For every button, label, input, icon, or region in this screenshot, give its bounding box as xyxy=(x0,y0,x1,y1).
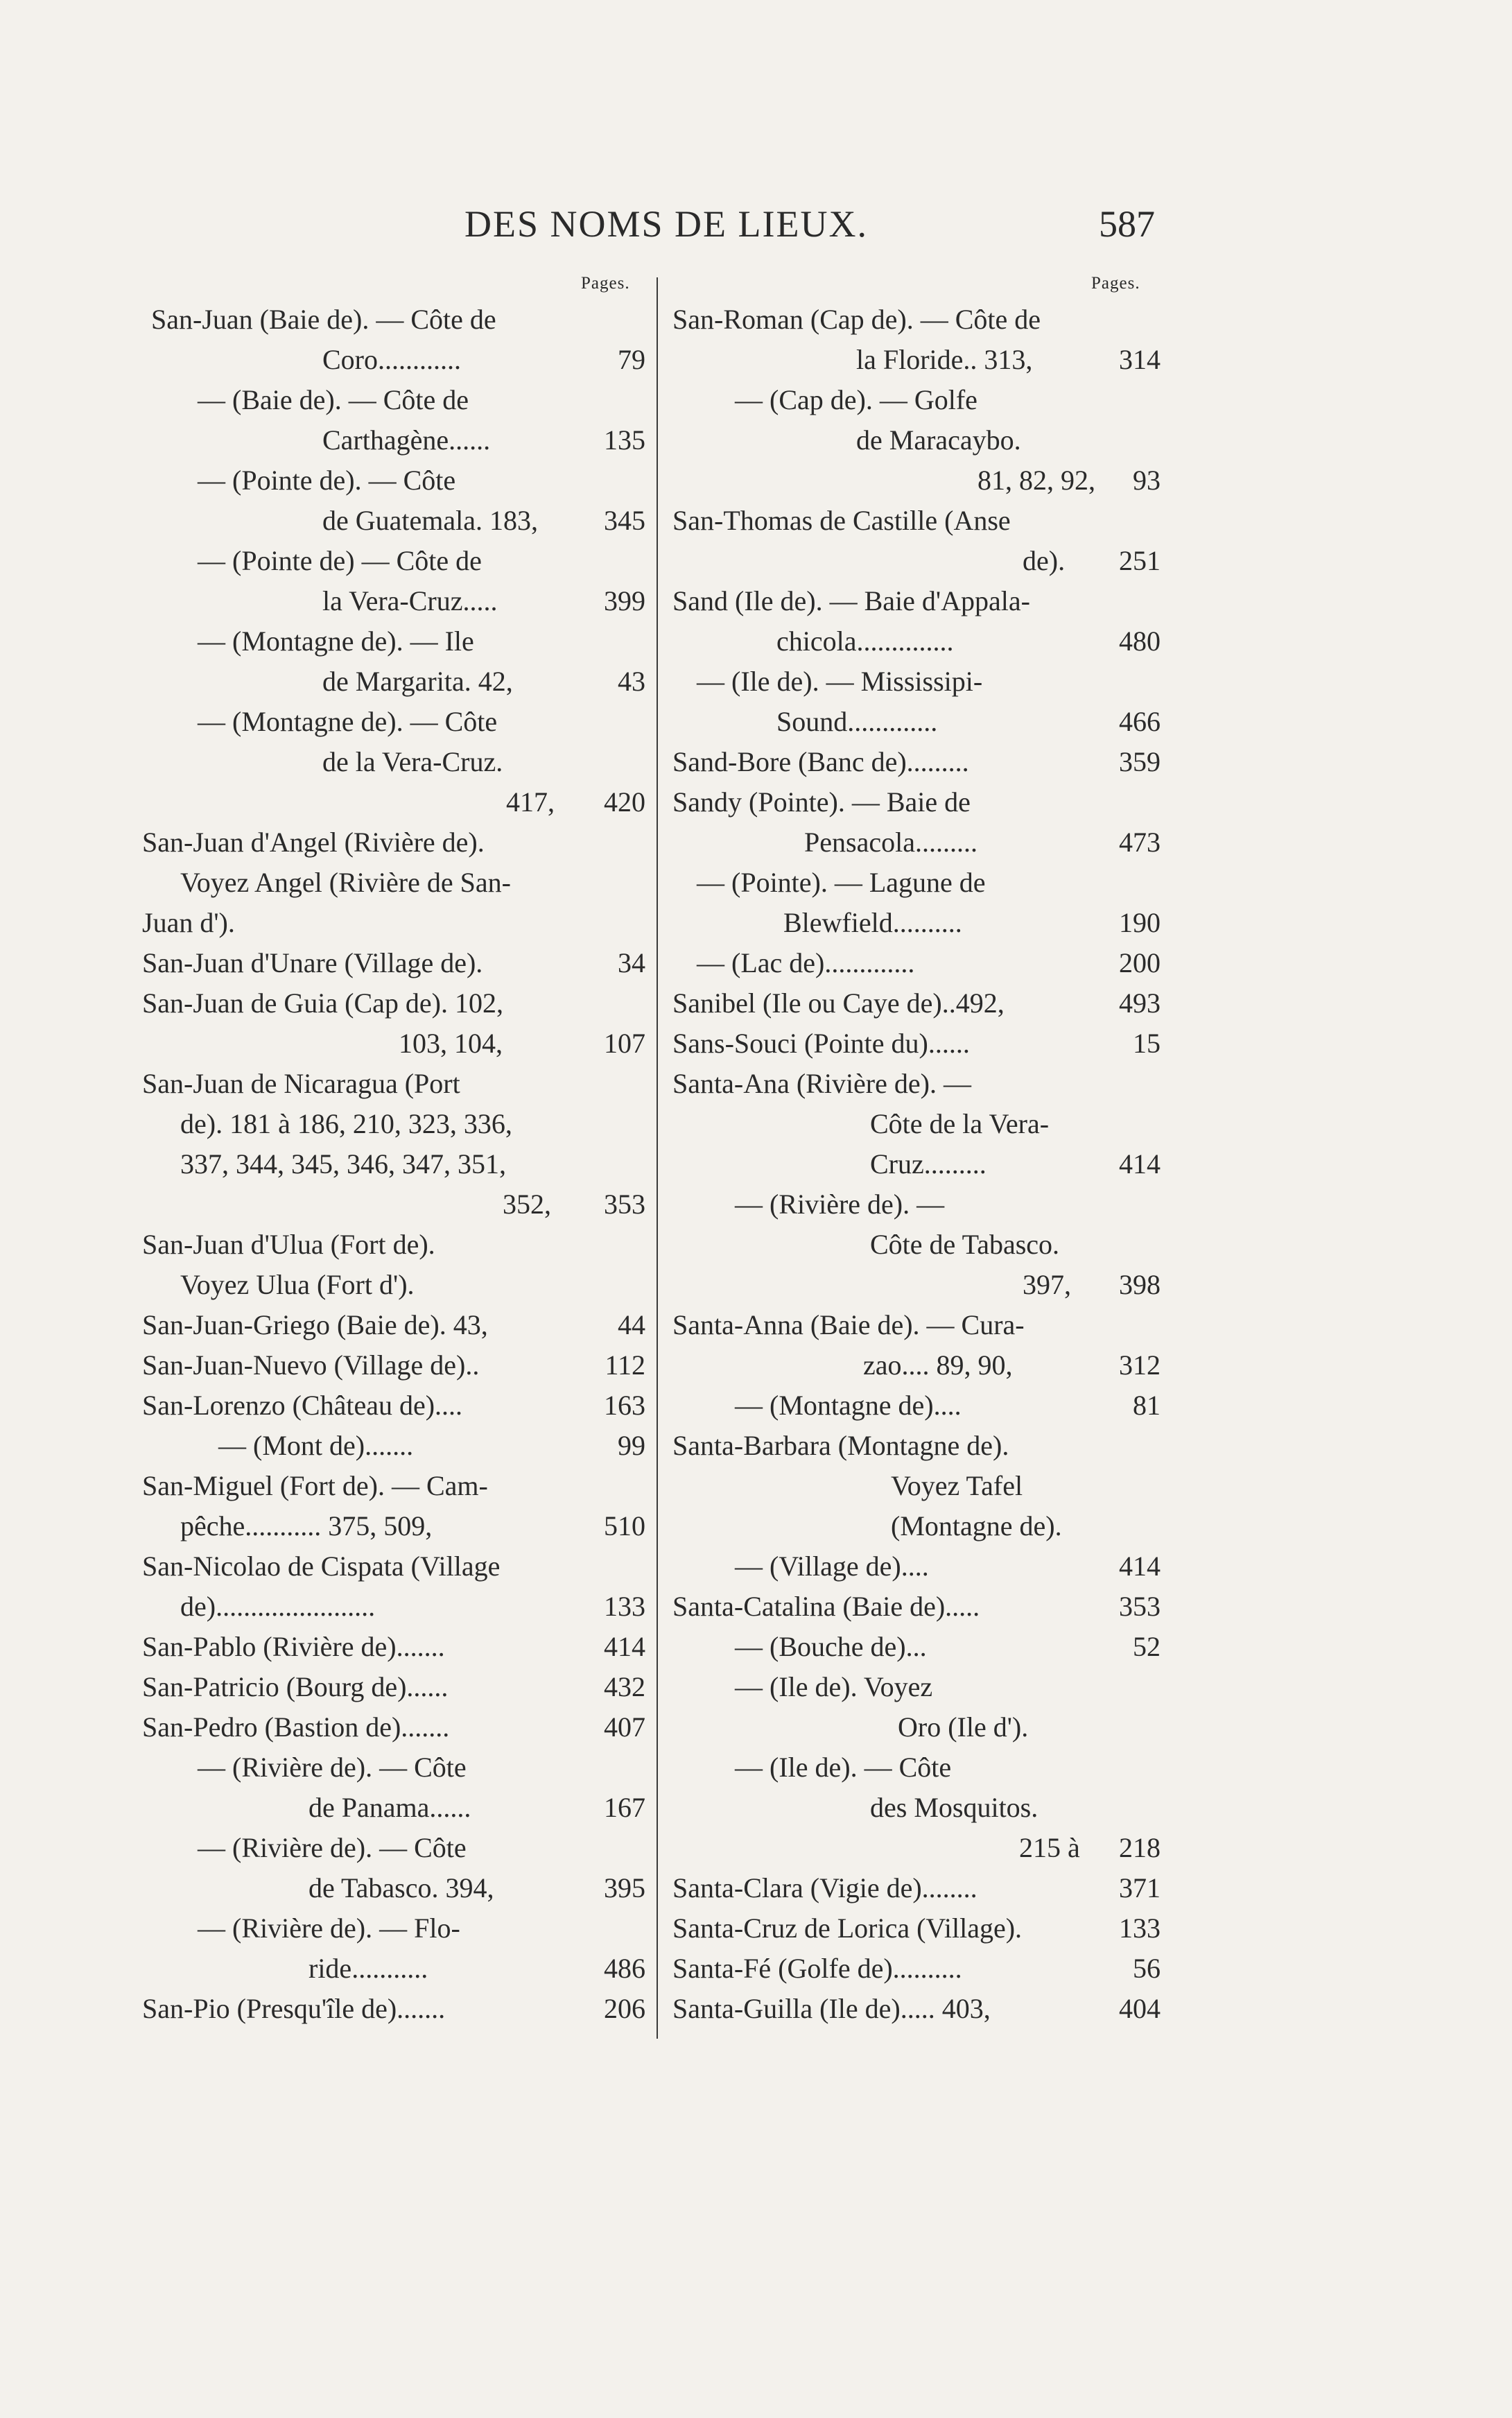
index-entry-line xyxy=(662,1345,1165,1385)
index-entry-line xyxy=(139,943,648,983)
entry-text: — (Mont de)....... xyxy=(218,1430,414,1461)
entry-text: San-Juan d'Unare (Village de). xyxy=(142,947,483,978)
index-entry-line xyxy=(139,1868,648,1908)
index-entry-line xyxy=(139,420,648,460)
index-entry-line xyxy=(662,822,1165,863)
entry-page-number: 404 xyxy=(1119,1993,1161,2024)
entry-page-number: 493 xyxy=(1119,987,1161,1019)
entry-page-number: 398 xyxy=(1119,1269,1161,1300)
index-entry-line xyxy=(139,822,648,863)
entry-text: Sandy (Pointe). — Baie de xyxy=(672,786,971,818)
entry-page-number: 43 xyxy=(618,666,645,697)
entry-page-number: 414 xyxy=(604,1631,645,1662)
entry-text: — (Pointe de) — Côte de xyxy=(198,545,482,576)
entry-text: 397, xyxy=(1023,1269,1071,1300)
index-entry-line xyxy=(139,702,648,742)
index-entry-line xyxy=(662,943,1165,983)
index-entry-line xyxy=(139,1426,648,1466)
index-entry-line xyxy=(662,1385,1165,1426)
index-entry-line xyxy=(139,1828,648,1868)
index-entry-line xyxy=(662,702,1165,742)
entry-text: Santa-Fé (Golfe de).......... xyxy=(672,1953,962,1984)
entry-text: — (Cap de). — Golfe xyxy=(735,384,977,415)
entry-text: San-Juan d'Angel (Rivière de). xyxy=(142,827,485,858)
entry-page-number: 353 xyxy=(604,1189,645,1220)
index-entry-line xyxy=(662,983,1165,1024)
entry-page-number: 206 xyxy=(604,1993,645,2024)
page-header xyxy=(0,202,1512,251)
entry-text: 103, 104, xyxy=(399,1028,503,1059)
entry-text: — (Village de).... xyxy=(735,1551,929,1582)
entry-page-number: 163 xyxy=(604,1390,645,1421)
entry-text: 215 à xyxy=(1019,1832,1080,1863)
entry-text: Coro............ xyxy=(322,344,461,375)
entry-text: — (Pointe). — Lagune de xyxy=(697,867,986,898)
index-entry-line xyxy=(139,782,648,822)
entry-text: de). 181 à 186, 210, 323, 336, xyxy=(180,1108,512,1139)
right-index-column xyxy=(662,300,1165,2029)
index-entry-line xyxy=(662,903,1165,943)
index-entry-line xyxy=(662,1265,1165,1305)
entry-text: — (Rivière de). — Flo- xyxy=(198,1912,460,1944)
index-entry-line xyxy=(139,1024,648,1064)
entry-page-number: 359 xyxy=(1119,746,1161,777)
entry-text: — (Rivière de). — Côte xyxy=(198,1752,467,1783)
entry-text: — (Bouche de)... xyxy=(735,1631,927,1662)
entry-page-number: 99 xyxy=(618,1430,645,1461)
index-entry-line xyxy=(139,1908,648,1949)
index-entry-line xyxy=(662,1305,1165,1345)
index-entry-line xyxy=(139,581,648,621)
entry-text: Santa-Anna (Baie de). — Cura- xyxy=(672,1309,1025,1340)
entry-text: San-Pablo (Rivière de)....... xyxy=(142,1631,445,1662)
entry-text: Sand-Bore (Banc de)......... xyxy=(672,746,969,777)
entry-page-number: 34 xyxy=(618,947,645,978)
column-divider xyxy=(657,277,658,2039)
index-entry-line xyxy=(139,1707,648,1747)
entry-text: Sans-Souci (Pointe du)...... xyxy=(672,1028,970,1059)
index-entry-line xyxy=(139,1989,648,2029)
entry-text: — (Ile de). — Côte xyxy=(735,1752,952,1783)
index-entry-line xyxy=(139,1064,648,1104)
entry-page-number: 200 xyxy=(1119,947,1161,978)
index-entry-line xyxy=(139,621,648,662)
entry-text: la Vera-Cruz..... xyxy=(322,585,498,616)
index-entry-line xyxy=(139,903,648,943)
index-entry-line xyxy=(139,1587,648,1627)
entry-text: — (Ile de). Voyez xyxy=(735,1671,933,1702)
index-entry-line xyxy=(662,1949,1165,1989)
index-entry-line xyxy=(662,1064,1165,1104)
index-entry-line xyxy=(662,1506,1165,1546)
entry-text: — (Montagne de). — Ile xyxy=(198,625,474,657)
entry-text: San-Miguel (Fort de). — Cam- xyxy=(142,1470,488,1501)
index-entry-line xyxy=(139,1184,648,1225)
entry-text: — (Rivière de). — Côte xyxy=(198,1832,467,1863)
entry-text: de Margarita. 42, xyxy=(322,666,513,697)
left-column-pages-label: Pages. xyxy=(581,274,630,293)
entry-text: des Mosquitos. xyxy=(870,1792,1039,1823)
entry-text: Santa-Barbara (Montagne de). xyxy=(672,1430,1009,1461)
entry-text: de)....................... xyxy=(180,1591,376,1622)
index-entry-line xyxy=(662,1466,1165,1506)
entry-text: Voyez Ulua (Fort d'). xyxy=(180,1269,415,1300)
index-entry-line xyxy=(139,662,648,702)
entry-text: San-Roman (Cap de). — Côte de xyxy=(672,304,1041,335)
entry-text: pêche........... 375, 509, xyxy=(180,1510,433,1542)
entry-page-number: 420 xyxy=(604,786,645,818)
entry-page-number: 52 xyxy=(1133,1631,1161,1662)
index-entry-line xyxy=(662,1024,1165,1064)
entry-text: San-Juan de Guia (Cap de). 102, xyxy=(142,987,503,1019)
entry-text: de). xyxy=(1023,545,1066,576)
entry-text: Santa-Ana (Rivière de). — xyxy=(672,1068,971,1099)
index-entry-line xyxy=(662,1426,1165,1466)
index-entry-line xyxy=(139,460,648,501)
entry-text: de Guatemala. 183, xyxy=(322,505,538,536)
entry-page-number: 510 xyxy=(604,1510,645,1542)
entry-page-number: 44 xyxy=(618,1309,645,1340)
index-entry-line xyxy=(139,1546,648,1587)
entry-text: Sanibel (Ile ou Caye de)..492, xyxy=(672,987,1005,1019)
entry-page-number: 312 xyxy=(1119,1349,1161,1381)
entry-text: San-Lorenzo (Château de).... xyxy=(142,1390,463,1421)
index-entry-line xyxy=(662,300,1165,340)
index-entry-line xyxy=(662,742,1165,782)
running-title: DES NOMS DE LIEUX. xyxy=(464,203,868,245)
index-entry-line xyxy=(662,541,1165,581)
entry-text: San-Patricio (Bourg de)...... xyxy=(142,1671,449,1702)
index-entry-line xyxy=(139,340,648,380)
page-number: 587 xyxy=(1099,203,1155,245)
entry-page-number: 473 xyxy=(1119,827,1161,858)
index-entry-line xyxy=(139,863,648,903)
entry-page-number: 190 xyxy=(1119,907,1161,938)
index-entry-line xyxy=(662,1828,1165,1868)
entry-text: de Panama...... xyxy=(309,1792,471,1823)
entry-text: Sound............. xyxy=(776,706,938,737)
entry-text: Oro (Ile d'). xyxy=(898,1711,1029,1743)
entry-page-number: 353 xyxy=(1119,1591,1161,1622)
entry-text: chicola.............. xyxy=(776,625,954,657)
entry-text: Voyez Angel (Rivière de San- xyxy=(180,867,511,898)
entry-page-number: 414 xyxy=(1119,1148,1161,1180)
entry-page-number: 112 xyxy=(605,1349,645,1381)
entry-page-number: 486 xyxy=(604,1953,645,1984)
entry-page-number: 218 xyxy=(1119,1832,1161,1863)
index-entry-line xyxy=(662,1707,1165,1747)
index-entry-line xyxy=(662,1788,1165,1828)
entry-text: — (Lac de)............. xyxy=(697,947,915,978)
index-entry-line xyxy=(139,1466,648,1506)
entry-page-number: 345 xyxy=(604,505,645,536)
entry-page-number: 107 xyxy=(604,1028,645,1059)
index-entry-line xyxy=(139,983,648,1024)
entry-text: San-Juan d'Ulua (Fort de). xyxy=(142,1229,435,1260)
index-entry-line xyxy=(662,662,1165,702)
index-entry-line xyxy=(139,300,648,340)
index-entry-line xyxy=(662,863,1165,903)
entry-page-number: 15 xyxy=(1133,1028,1161,1059)
entry-page-number: 93 xyxy=(1133,465,1161,496)
entry-text: de Maracaybo. xyxy=(856,424,1021,456)
index-entry-line xyxy=(139,380,648,420)
index-entry-line xyxy=(662,380,1165,420)
index-entry-line xyxy=(662,1908,1165,1949)
entry-text: Santa-Cruz de Lorica (Village). xyxy=(672,1912,1023,1944)
entry-page-number: 466 xyxy=(1119,706,1161,737)
index-entry-line xyxy=(662,1225,1165,1265)
index-entry-line xyxy=(139,1225,648,1265)
entry-text: Santa-Guilla (Ile de)..... 403, xyxy=(672,1993,991,2024)
index-entry-line xyxy=(139,742,648,782)
index-entry-line xyxy=(662,1667,1165,1707)
entry-text: ride........... xyxy=(309,1953,428,1984)
entry-page-number: 133 xyxy=(1119,1912,1161,1944)
entry-text: 337, 344, 345, 346, 347, 351, xyxy=(180,1148,506,1180)
entry-page-number: 81 xyxy=(1133,1390,1161,1421)
entry-page-number: 314 xyxy=(1119,344,1161,375)
entry-text: — (Pointe de). — Côte xyxy=(198,465,456,496)
index-entry-line xyxy=(662,782,1165,822)
index-entry-line xyxy=(662,340,1165,380)
entry-text: San-Nicolao de Cispata (Village xyxy=(142,1551,501,1582)
index-entry-line xyxy=(662,1747,1165,1788)
index-entry-line xyxy=(139,1144,648,1184)
entry-text: (Montagne de). xyxy=(891,1510,1062,1542)
entry-text: 352, xyxy=(503,1189,551,1220)
entry-text: de la Vera-Cruz. xyxy=(322,746,503,777)
entry-text: San-Pio (Presqu'île de)....... xyxy=(142,1993,446,2024)
index-entry-line xyxy=(139,1345,648,1385)
entry-page-number: 251 xyxy=(1119,545,1161,576)
entry-page-number: 135 xyxy=(604,424,645,456)
entry-text: Santa-Catalina (Baie de)..... xyxy=(672,1591,980,1622)
index-entry-line xyxy=(139,501,648,541)
right-column-pages-label: Pages. xyxy=(1091,274,1140,293)
index-entry-line xyxy=(139,1627,648,1667)
entry-text: Blewfield.......... xyxy=(783,907,962,938)
index-entry-line xyxy=(139,1747,648,1788)
entry-text: San-Thomas de Castille (Anse xyxy=(672,505,1011,536)
entry-text: San-Juan (Baie de). — Côte de xyxy=(151,304,496,335)
entry-text: San-Pedro (Bastion de)....... xyxy=(142,1711,450,1743)
index-entry-line xyxy=(662,420,1165,460)
index-entry-line xyxy=(139,1385,648,1426)
entry-page-number: 395 xyxy=(604,1872,645,1903)
entry-text: Côte de la Vera- xyxy=(870,1108,1050,1139)
index-entry-line xyxy=(139,1949,648,1989)
index-entry-line xyxy=(662,1587,1165,1627)
index-entry-line xyxy=(139,541,648,581)
entry-text: San-Juan-Nuevo (Village de).. xyxy=(142,1349,480,1381)
entry-text: — (Rivière de). — xyxy=(735,1189,945,1220)
entry-page-number: 480 xyxy=(1119,625,1161,657)
entry-text: Cruz......... xyxy=(870,1148,987,1180)
entry-text: 81, 82, 92, xyxy=(977,465,1095,496)
index-entry-line xyxy=(662,1546,1165,1587)
index-entry-line xyxy=(139,1305,648,1345)
entry-page-number: 414 xyxy=(1119,1551,1161,1582)
entry-page-number: 432 xyxy=(604,1671,645,1702)
entry-text: Côte de Tabasco. xyxy=(870,1229,1060,1260)
index-entry-line xyxy=(662,581,1165,621)
entry-page-number: 79 xyxy=(618,344,645,375)
entry-page-number: 167 xyxy=(604,1792,645,1823)
entry-text: San-Juan-Griego (Baie de). 43, xyxy=(142,1309,488,1340)
entry-text: Santa-Clara (Vigie de)........ xyxy=(672,1872,977,1903)
index-entry-line xyxy=(139,1104,648,1144)
index-entry-line xyxy=(662,621,1165,662)
entry-page-number: 407 xyxy=(604,1711,645,1743)
entry-page-number: 133 xyxy=(604,1591,645,1622)
entry-text: — (Baie de). — Côte de xyxy=(198,384,469,415)
index-entry-line xyxy=(662,1144,1165,1184)
entry-text: Carthagène...... xyxy=(322,424,491,456)
entry-text: Pensacola......... xyxy=(804,827,977,858)
entry-text: San-Juan de Nicaragua (Port xyxy=(142,1068,460,1099)
entry-text: Juan d'). xyxy=(142,907,235,938)
index-entry-line xyxy=(662,460,1165,501)
entry-page-number: 56 xyxy=(1133,1953,1161,1984)
entry-page-number: 399 xyxy=(604,585,645,616)
entry-text: la Floride.. 313, xyxy=(856,344,1033,375)
left-index-column xyxy=(139,300,648,2029)
entry-text: — (Ile de). — Mississipi- xyxy=(697,666,983,697)
entry-text: zao.... 89, 90, xyxy=(863,1349,1013,1381)
index-entry-line xyxy=(139,1788,648,1828)
entry-page-number: 371 xyxy=(1119,1872,1161,1903)
index-entry-line xyxy=(662,1184,1165,1225)
entry-text: — (Montagne de). — Côte xyxy=(198,706,498,737)
index-entry-line xyxy=(662,501,1165,541)
entry-text: Sand (Ile de). — Baie d'Appala- xyxy=(672,585,1030,616)
entry-text: 417, xyxy=(506,786,555,818)
entry-text: de Tabasco. 394, xyxy=(309,1872,494,1903)
index-entry-line xyxy=(662,1627,1165,1667)
index-entry-line xyxy=(662,1104,1165,1144)
entry-text: Voyez Tafel xyxy=(891,1470,1023,1501)
index-entry-line xyxy=(662,1868,1165,1908)
index-entry-line xyxy=(662,1989,1165,2029)
index-entry-line xyxy=(139,1667,648,1707)
entry-text: — (Montagne de).... xyxy=(735,1390,962,1421)
index-entry-line xyxy=(139,1506,648,1546)
index-entry-line xyxy=(139,1265,648,1305)
